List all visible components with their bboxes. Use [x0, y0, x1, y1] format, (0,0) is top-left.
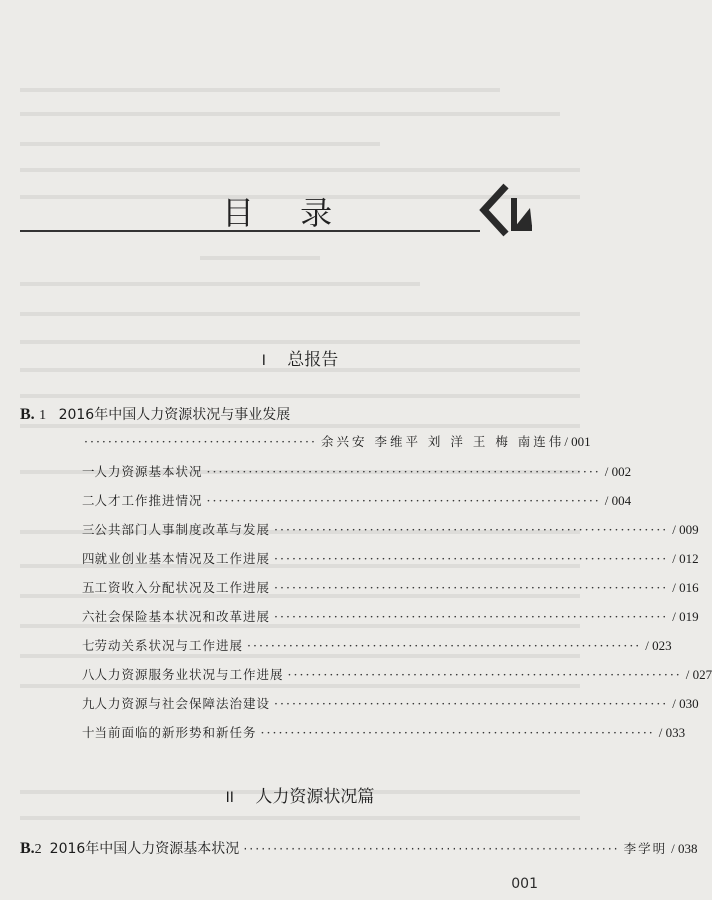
subitem-number: 三: [82, 522, 95, 537]
subitem-page: / 033: [658, 725, 686, 740]
subitem-page: / 023: [645, 638, 672, 653]
subitem-page: / 009: [672, 522, 699, 537]
entry-number: 1: [39, 408, 47, 423]
subitem-page: / 030: [672, 696, 699, 711]
leader-dots: ··································································: [274, 609, 669, 624]
leader-dots: ··································································: [274, 580, 669, 595]
leader-dots: ··································································: [287, 667, 682, 682]
leader-dots: ··································································: [274, 551, 669, 566]
toc-subitem[interactable]: [82, 462, 632, 480]
section-title: 总报告: [287, 350, 339, 370]
corner-bracket-logo-icon: [470, 180, 538, 240]
title-rule: [20, 230, 480, 232]
subitem-label: 人力资源基本状况: [94, 464, 203, 479]
section-title: 人力资源状况篇: [255, 787, 375, 807]
entry-page: / 038: [671, 841, 698, 856]
subitem-label: 劳动关系状况与工作进展: [94, 638, 244, 653]
entry-title: 2016年中国人力资源状况与事业发展: [58, 407, 291, 423]
toc-subitem[interactable]: [82, 549, 699, 567]
entry-code: B.: [20, 840, 35, 857]
toc-subitem[interactable]: [82, 694, 699, 712]
subitem-label: 公共部门人事制度改革与发展: [94, 522, 271, 537]
section-heading: [0, 345, 600, 370]
subitem-label: 当前面临的新形势和新任务: [94, 725, 257, 740]
subitem-page: / 004: [604, 493, 632, 508]
subitem-label: 就业创业基本情况及工作进展: [94, 551, 271, 566]
subitem-page: / 016: [672, 580, 699, 595]
entry-number: 2: [34, 842, 42, 857]
toc-entry[interactable]: [20, 404, 290, 424]
subitem-number: 二: [82, 493, 95, 508]
subitem-number: 七: [82, 638, 95, 653]
subitem-label: 人才工作推进情况: [94, 493, 203, 508]
entry-code: B.: [20, 406, 35, 423]
entry-title: 2016年中国人力资源基本状况: [49, 841, 240, 857]
toc-subitem[interactable]: [82, 636, 672, 654]
toc-title: 目 录: [222, 194, 351, 232]
leader-dots: ··································································: [274, 522, 669, 537]
entry-authors: 余兴安 李维平 刘 洋 王 梅 南连伟: [320, 434, 565, 449]
toc-subitem[interactable]: [82, 607, 699, 625]
subitem-number: 一: [82, 464, 95, 479]
entry-author-line: [80, 432, 591, 450]
leader-dots: ··································································: [206, 464, 601, 479]
subitem-number: 四: [82, 551, 95, 566]
leader-dots: ·······································: [84, 434, 317, 449]
subitem-page: / 019: [672, 609, 699, 624]
subitem-page: / 012: [672, 551, 699, 566]
toc-entry[interactable]: [20, 838, 698, 858]
subitem-label: 工资收入分配状况及工作进展: [94, 580, 271, 595]
leader-dots: ··································································: [206, 493, 601, 508]
toc-subitem[interactable]: [82, 491, 632, 509]
subitem-label: 人力资源服务业状况与工作进展: [94, 667, 284, 682]
toc-subitem[interactable]: [82, 578, 699, 596]
leader-dots: ·······························································: [243, 841, 620, 856]
subitem-number: 八: [82, 667, 95, 682]
subitem-number: 五: [82, 580, 95, 595]
leader-dots: ··································································: [247, 638, 642, 653]
page-number: 001: [511, 876, 538, 892]
subitem-number: 十: [82, 725, 95, 740]
section-roman: I: [261, 353, 266, 369]
subitem-page: / 027: [685, 667, 712, 682]
subitem-label: 社会保险基本状况和改革进展: [94, 609, 271, 624]
toc-subitem[interactable]: [82, 520, 699, 538]
entry-authors: 李学明: [623, 841, 668, 856]
subitem-number: 九: [82, 696, 95, 711]
subitem-number: 六: [82, 609, 95, 624]
section-roman: II: [225, 790, 234, 806]
toc-header: [0, 180, 600, 240]
subitem-label: 人力资源与社会保障法治建设: [94, 696, 271, 711]
leader-dots: ··································································: [274, 696, 669, 711]
subitem-page: / 002: [604, 464, 632, 479]
toc-subitem[interactable]: [82, 665, 712, 683]
leader-dots: ··································································: [260, 725, 655, 740]
toc-subitem[interactable]: [82, 723, 686, 741]
section-heading: [0, 782, 600, 807]
entry-page: / 001: [564, 434, 591, 449]
